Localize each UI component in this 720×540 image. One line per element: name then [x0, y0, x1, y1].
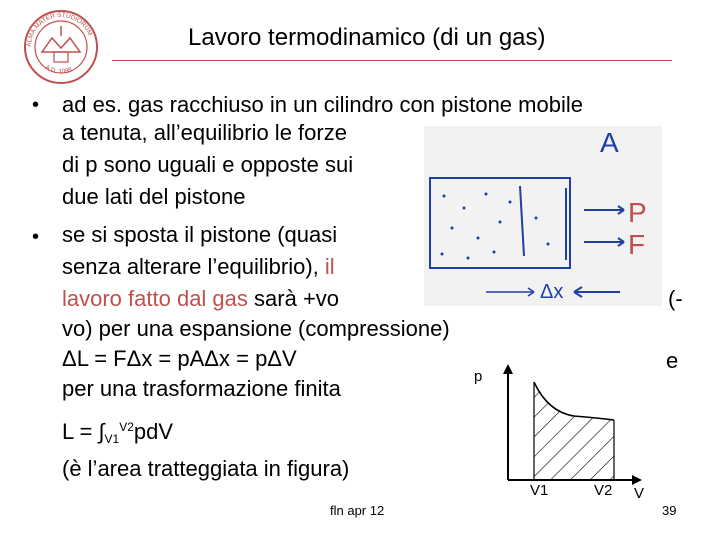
bullet-2-red-phrase: lavoro fatto dal gas	[62, 286, 248, 311]
graph-x-axis-label: V	[634, 485, 645, 502]
bullet-2-line-2	[62, 254, 335, 280]
integral-prefix: L = ∫	[62, 419, 105, 444]
svg-text:A.D. 1088	[44, 64, 74, 75]
bullet-2-line-3	[62, 286, 339, 312]
formula-integral	[62, 414, 173, 452]
area-note: (è l’area tratteggiata in figura)	[62, 456, 350, 481]
bullet-marker-2: •	[32, 226, 40, 248]
graph-v2-text: V2	[594, 482, 613, 499]
pv-diagram	[470, 362, 660, 502]
bullet-2-line-1: se si sposta il pistone (quasi	[62, 222, 338, 247]
university-seal-logo	[22, 8, 100, 86]
sketch-label-area: A	[600, 127, 619, 158]
trailing-paren: (-	[668, 286, 683, 311]
sketch-label-displacement: Δx	[540, 281, 564, 303]
graph-v1-label	[530, 482, 548, 499]
logo-text-bottom: A.D. 1088	[43, 63, 74, 76]
formula-differential: ΔL = FΔx = pAΔx = pΔV	[62, 346, 297, 371]
bullet-2-line-2-text: senza alterare l’equilibrio),	[62, 254, 319, 279]
piston-sketch	[424, 126, 662, 306]
page-title: Lavoro termodinamico (di un gas)	[188, 24, 546, 51]
integral-lower-limit: V1	[104, 432, 120, 446]
integral-suffix: pdV	[133, 419, 174, 444]
bullet-1-line-4: due lati del pistone	[62, 184, 246, 209]
integral-upper-limit: V2	[119, 420, 134, 434]
footer-text: fln apr 12	[330, 503, 385, 518]
sketch-label-force: F	[628, 229, 646, 260]
title-divider	[112, 60, 672, 61]
bullet-1-line-2: a tenuta, all’equilibrio le forze	[62, 120, 347, 145]
bullet-2-line-4: vo) per una espansione (compressione)	[62, 316, 450, 341]
bullet-2-red-word: il	[324, 254, 335, 279]
graph-v2-label	[594, 482, 612, 499]
page-number: 39	[662, 503, 677, 518]
finite-transformation-line: per una trasformazione finita	[62, 376, 341, 401]
bullet-marker-1: •	[32, 94, 40, 116]
bullet-1-line-1: ad es. gas racchiuso in un cilindro con pistone mobile	[62, 92, 583, 117]
graph-v1-text: V1	[530, 482, 549, 499]
logo-text-top: ALMA MATER STUDIORUM	[25, 11, 94, 48]
bullet-2-after-red: sarà +vo	[254, 286, 340, 311]
trailing-e: e	[666, 348, 679, 373]
sketch-label-pressure: P	[628, 197, 647, 228]
bullet-1-line-3: di p sono uguali e opposte sui	[62, 152, 354, 177]
graph-y-axis-label: p	[474, 368, 483, 385]
